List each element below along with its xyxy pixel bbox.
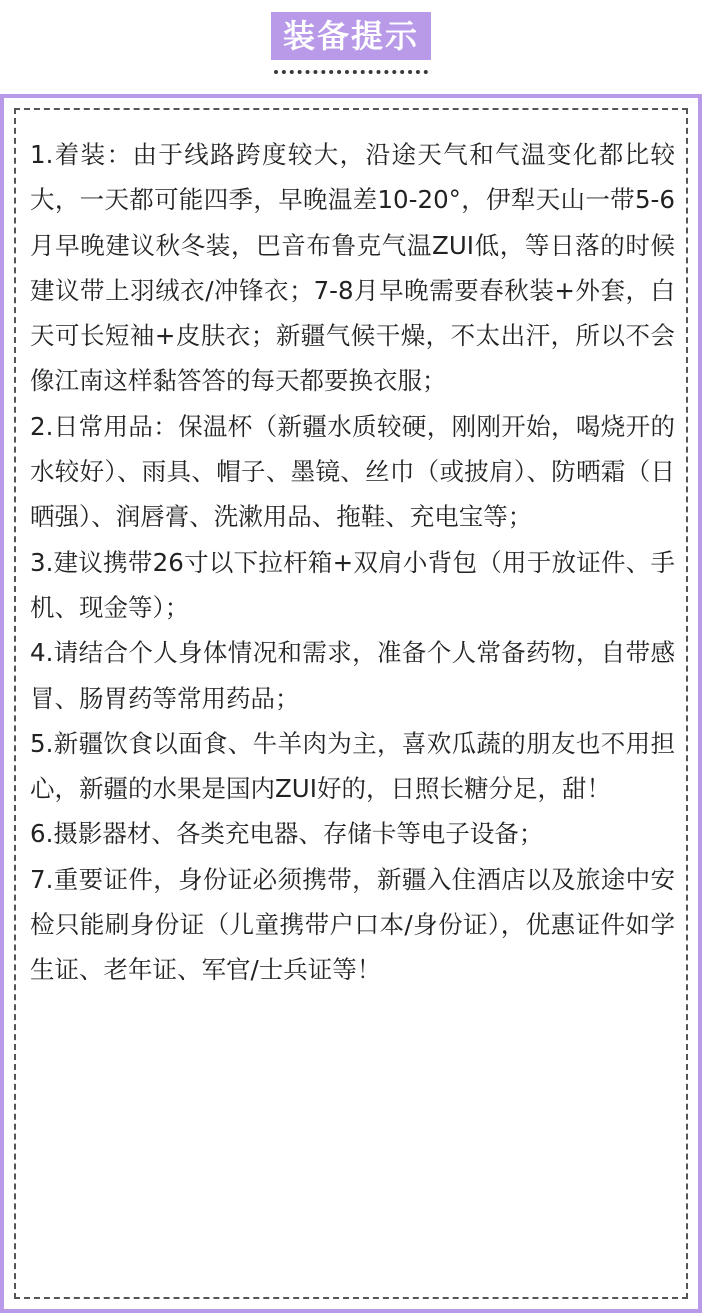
tip-item-medicine: 4.请结合个人身体情况和需求，准备个人常备药物，自带感冒、肠胃药等常用药品； bbox=[30, 638, 675, 713]
tip-item-luggage: 3.建议携带26寸以下拉杆箱+双肩小背包（用于放证件、手机、现金等）； bbox=[30, 547, 675, 622]
tip-item-documents: 7.重要证件，身份证必须携带，新疆入住酒店以及旅途中安检只能刷身份证（儿童携带户口本/身份证），优惠证件如学生证、老年证、军官/士兵证等！ bbox=[30, 864, 675, 985]
tip-item-clothing: 1.着装：由于线路跨度较大，沿途天气和气温变化都比较大，一天都可能四季，早晚温差10-20°，伊犁天山一带5-6月早晚建议秋冬装，巴音布鲁克气温ZUI低，等日落的时候建议带上羽绒衣/冲锋衣；7-8月早晚需要春秋装+外套，白天可长短袖+皮肤衣；新疆气候干燥，不太出汗，所以不会像江南这样黏答答的每天都要换衣服； bbox=[30, 140, 675, 396]
tip-item-food: 5.新疆饮食以面食、牛羊肉为主，喜欢瓜蔬的朋友也不用担心，新疆的水果是国内ZUI好的，日照长糖分足，甜！ bbox=[30, 728, 675, 804]
page-title: 装备提示 bbox=[271, 12, 431, 60]
title-dotted-underline bbox=[274, 70, 428, 74]
equipment-tips-list bbox=[30, 132, 675, 993]
tip-item-electronics: 6.摄影器材、各类充电器、存储卡等电子设备； bbox=[30, 819, 544, 849]
tip-item-daily-supplies: 2.日常用品：保温杯（新疆水质较硬，刚刚开始，喝烧开的水较好）、雨具、帽子、墨镜、丝巾（或披肩）、防晒霜（日晒强）、润唇膏、洗漱用品、拖鞋、充电宝等； bbox=[30, 411, 675, 532]
title-section bbox=[0, 12, 702, 60]
